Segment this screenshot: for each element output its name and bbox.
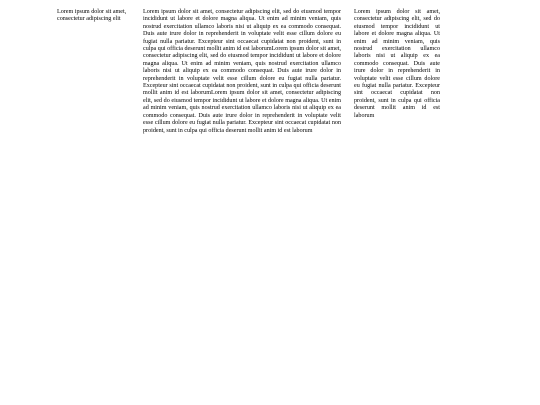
left-column-text: Lorem ipsum dolor sit amet, consectetur adipiscing elit — [57, 9, 127, 23]
middle-column-text: Lorem ipsum dolor sit amet, consectetur adipiscing elit, sed do eiusmod tempor incididunt ut labore et dolore magna aliqua. Ut enim ad minim veniam, quis nostrud exercitation ullamco laboris nisi ut aliquip ex ea commodo consequat. Duis aute irure dolor in reprehenderit in voluptate velit esse cillum dolore eu fugiat nulla pariatur. Excepteur sint occaecat cupidatat non proident, sunt in culpa qui officia deserunt mollit anim id est laborumLorem ipsum dolor sit amet, consectetur adipiscing elit, sed do eiusmod tempor incididunt ut labore et dolore magna aliqua. Ut enim ad minim veniam, quis nostrud exercitation ullamco laboris nisi ut aliquip ex ea commodo consequat. Duis aute irure dolor in reprehenderit in voluptate velit esse cillum dolore eu fugiat nulla pariatur. Excepteur sint occaecat cupidatat non proident, sunt in culpa qui officia deserunt mollit anim id est laborumLorem ipsum dolor sit amet, consectetur adipiscing elit, sed do eiusmod tempor incididunt ut labore et dolore magna aliqua. Ut enim ad minim veniam, quis nostrud exercitation ullamco laboris nisi ut aliquip ex ea commodo consequat. Duis aute irure dolor in reprehenderit in voluptate velit esse cillum dolore eu fugiat nulla pariatur. Excepteur sint occaecat cupidatat non proident, sunt in culpa qui officia deserunt mollit anim id est laborum — [143, 9, 341, 134]
three-column-layout — [57, 9, 447, 169]
right-column-text: Lorem ipsum dolor sit amet, consectetur adipiscing elit, sed do eiusmod tempor incididunt ut labore et dolore magna aliqua. Ut enim ad minim veniam, quis nostrud exercitation ullamco laboris nisi ut aliquip ex ea commodo consequat. Duis aute irure dolor in reprehenderit in voluptate velit esse cillum dolore eu fugiat nulla pariatur. Excepteur sint occaecat cupidatat non proident, sunt in culpa qui officia deserunt mollit anim id est laborum — [354, 9, 440, 119]
